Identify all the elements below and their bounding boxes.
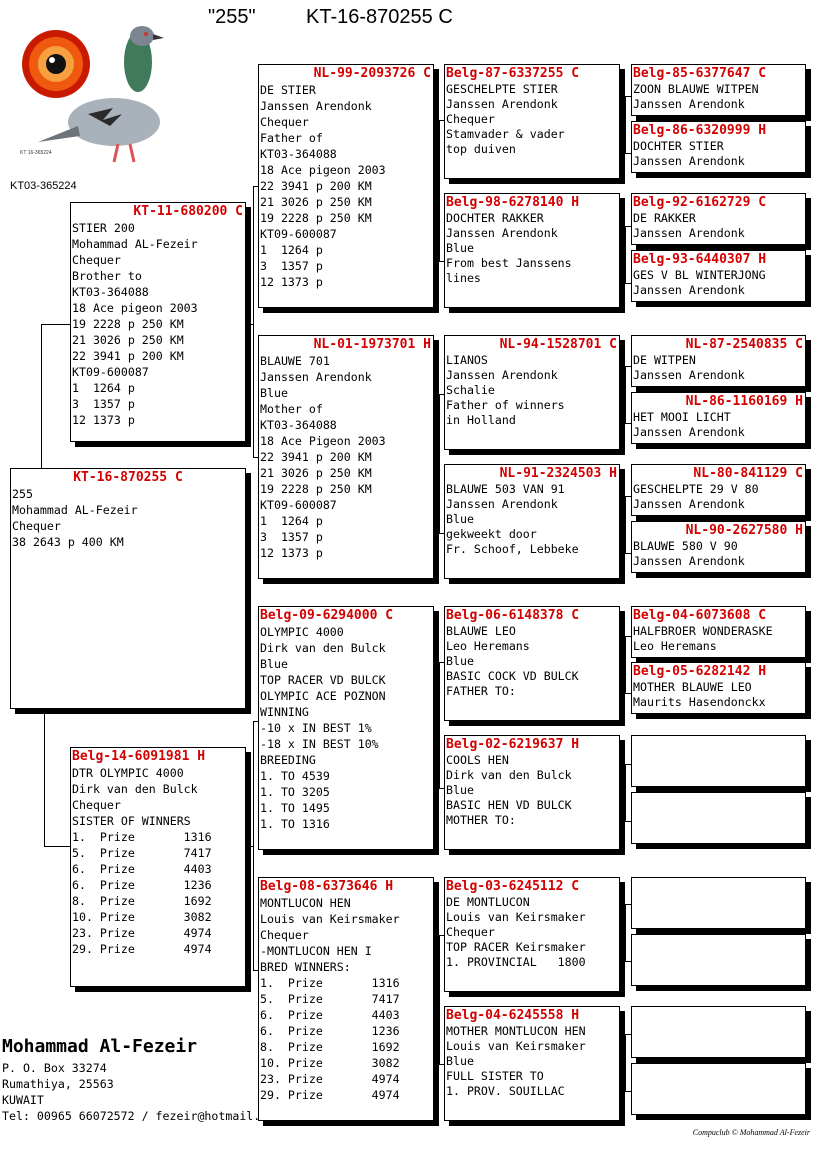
sire-line: KT03-364088 xyxy=(72,285,149,299)
great-grandparent-ring-number: Belg-04-6245558 H xyxy=(446,1008,580,1023)
great-grandparent-ring-number: NL-94-1528701 C xyxy=(499,337,617,352)
grandparent-ring-number: NL-01-1973701 H xyxy=(313,337,431,352)
ancestor-box-empty[interactable] xyxy=(631,1006,806,1058)
great-grandparent-line: Stamvader & vader xyxy=(446,127,565,141)
grandparent-line: 8. Prize 1692 xyxy=(260,1040,400,1054)
great-grandparent-ring-number: NL-91-2324503 H xyxy=(499,466,617,481)
dam-line: 1. Prize 1316 xyxy=(72,830,212,844)
ancestor-line: DE WITPEN xyxy=(633,353,696,367)
grandparent-line: 22 3941 p 200 KM xyxy=(260,450,372,464)
grandparent-line: 22 3941 p 200 KM xyxy=(260,179,372,193)
ancestor-ring-number: NL-87-2540835 C xyxy=(685,337,803,352)
grandparent-line: 5. Prize 7417 xyxy=(260,992,400,1006)
ancestor-ring-number: NL-80-841129 C xyxy=(693,466,803,481)
grandparent-line: 19 2228 p 250 KM xyxy=(260,482,372,496)
great-grandparent-line: From best Janssens xyxy=(446,256,572,270)
ancestor-ring-number: Belg-05-6282142 H xyxy=(633,664,767,679)
grandparent-line: 21 3026 p 250 KM xyxy=(260,195,372,209)
ancestor-line: Leo Heremans xyxy=(633,639,717,653)
footer-credit: Compuclub © Mohammad Al-Fezeir xyxy=(692,1128,810,1137)
great-grandparent-line: Chequer xyxy=(446,112,495,126)
great-grandparent-line: Schalie xyxy=(446,383,495,397)
grandparent-box[interactable] xyxy=(258,877,434,1121)
grandparent-line: KT09-600087 xyxy=(260,227,337,241)
sire-line: Brother to xyxy=(72,269,142,283)
great-grandparent-line: in Holland xyxy=(446,413,516,427)
great-grandparent-line: BASIC COCK VD BULCK xyxy=(446,669,579,683)
grandparent-line: 6. Prize 4403 xyxy=(260,1008,400,1022)
great-grandparent-line: 1. PROVINCIAL 1800 xyxy=(446,955,586,969)
great-grandparent-line: Dirk van den Bulck xyxy=(446,768,572,782)
ancestor-line: Janssen Arendonk xyxy=(633,283,745,297)
great-grandparent-line: Louis van Keirsmaker xyxy=(446,910,586,924)
owner-name: Mohammad Al-Fezeir xyxy=(2,1036,198,1057)
subject-ring-number: KT-16-870255 C xyxy=(73,470,183,485)
grandparent-line: OLYMPIC ACE POZNON xyxy=(260,689,386,703)
sire-line: Mohammad AL-Fezeir xyxy=(72,237,198,251)
ancestor-line: Janssen Arendonk xyxy=(633,226,745,240)
ancestor-line: Janssen Arendonk xyxy=(633,154,745,168)
great-grandparent-box[interactable] xyxy=(444,193,620,308)
grandparent-line: 19 2228 p 250 KM xyxy=(260,211,372,225)
grandparent-line: 1. TO 1495 xyxy=(260,801,330,815)
ancestor-box[interactable] xyxy=(631,392,806,444)
great-grandparent-line: TOP RACER Keirsmaker xyxy=(446,940,586,954)
great-grandparent-line: DE MONTLUCON xyxy=(446,895,530,909)
ancestor-box[interactable] xyxy=(631,606,806,658)
ancestor-line: Janssen Arendonk xyxy=(633,554,745,568)
great-grandparent-line: Blue xyxy=(446,783,474,797)
ancestor-box[interactable] xyxy=(631,250,806,302)
dam-line: 6. Prize 1236 xyxy=(72,878,212,892)
grandparent-line: 29. Prize 4974 xyxy=(260,1088,400,1102)
grandparent-line: Dirk van den Bulck xyxy=(260,641,386,655)
grandparent-line: 1. TO 3205 xyxy=(260,785,330,799)
ancestor-line: BLAUWE 580 V 90 xyxy=(633,539,738,553)
sire-line: 3 1357 p xyxy=(72,397,135,411)
great-grandparent-line: Blue xyxy=(446,241,474,255)
subject-line: Mohammad AL-Fezeir xyxy=(12,503,138,517)
connector-line xyxy=(41,324,71,325)
ancestor-ring-number: Belg-93-6440307 H xyxy=(633,252,767,267)
grandparent-ring-number: Belg-09-6294000 C xyxy=(260,608,394,623)
grandparent-line: KT03-364088 xyxy=(260,418,337,432)
ancestor-line: MOTHER BLAUWE LEO xyxy=(633,680,752,694)
great-grandparent-line: Fr. Schoof, Lebbeke xyxy=(446,542,579,556)
great-grandparent-line: Blue xyxy=(446,1054,474,1068)
dam-line: 10. Prize 3082 xyxy=(72,910,212,924)
sire-line: 12 1373 p xyxy=(72,413,135,427)
ancestor-box-empty[interactable] xyxy=(631,934,806,986)
ancestor-box-empty[interactable] xyxy=(631,792,806,844)
sire-line: 19 2228 p 250 KM xyxy=(72,317,184,331)
dam-line: 23. Prize 4974 xyxy=(72,926,212,940)
ancestor-ring-number: NL-86-1160169 H xyxy=(685,394,803,409)
grandparent-line: WINNING xyxy=(260,705,309,719)
great-grandparent-box[interactable] xyxy=(444,735,620,850)
ancestor-line: HET MOOI LICHT xyxy=(633,410,731,424)
owner-address-line: KUWAIT xyxy=(2,1093,44,1107)
great-grandparent-line: Father of winners xyxy=(446,398,565,412)
sire-box[interactable] xyxy=(70,202,246,442)
grandparent-ring-number: Belg-08-6373646 H xyxy=(260,879,394,894)
ancestor-box[interactable] xyxy=(631,521,806,573)
grandparent-line: BLAUWE 701 xyxy=(260,354,330,368)
grandparent-line: BRED WINNERS: xyxy=(260,960,351,974)
ancestor-box[interactable] xyxy=(631,193,806,245)
great-grandparent-line: Blue xyxy=(446,654,474,668)
great-grandparent-ring-number: Belg-03-6245112 C xyxy=(446,879,580,894)
ancestor-line: Maurits Hasendonckx xyxy=(633,695,766,709)
great-grandparent-line: Chequer xyxy=(446,925,495,939)
pigeon-ring-title: KT-16-870255 C xyxy=(306,6,453,28)
grandparent-line: TOP RACER VD BULCK xyxy=(260,673,386,687)
ancestor-box[interactable] xyxy=(631,464,806,516)
sire-line: 1 1264 p xyxy=(72,381,135,395)
ancestor-box-empty[interactable] xyxy=(631,735,806,787)
great-grandparent-line: COOLS HEN xyxy=(446,753,509,767)
great-grandparent-box[interactable] xyxy=(444,1006,620,1121)
connector-line xyxy=(44,709,45,846)
grandparent-line: 21 3026 p 250 KM xyxy=(260,466,372,480)
dam-line: 29. Prize 4974 xyxy=(72,942,212,956)
grandparent-line: Blue xyxy=(260,657,288,671)
grandparent-line: Janssen Arendonk xyxy=(260,99,372,113)
grandparent-line: 1. Prize 1316 xyxy=(260,976,400,990)
ancestor-ring-number: Belg-85-6377647 C xyxy=(633,66,767,81)
dam-line: DTR OLYMPIC 4000 xyxy=(72,766,184,780)
grandparent-line: 1. TO 1316 xyxy=(260,817,330,831)
grandparent-line: 1 1264 p xyxy=(260,514,323,528)
great-grandparent-line: 1. PROV. SOUILLAC xyxy=(446,1084,565,1098)
connector-line xyxy=(41,324,42,469)
grandparent-line: KT03-364088 xyxy=(260,147,337,161)
connector-line xyxy=(44,846,71,847)
grandparent-line: KT09-600087 xyxy=(260,498,337,512)
great-grandparent-line: FULL SISTER TO xyxy=(446,1069,544,1083)
ancestor-box[interactable] xyxy=(631,662,806,714)
sire-line: 22 3941 p 200 KM xyxy=(72,349,184,363)
ancestor-ring-number: Belg-92-6162729 C xyxy=(633,195,767,210)
great-grandparent-box[interactable] xyxy=(444,64,620,179)
subject-line: 255 xyxy=(12,487,33,501)
great-grandparent-ring-number: Belg-87-6337255 C xyxy=(446,66,580,81)
sire-ring-number: KT-11-680200 C xyxy=(133,204,243,219)
grandparent-line: OLYMPIC 4000 xyxy=(260,625,344,639)
subject-line: 38 2643 p 400 KM xyxy=(12,535,124,549)
grandparent-line: 1 1264 p xyxy=(260,243,323,257)
grandparent-line: Louis van Keirsmaker xyxy=(260,912,400,926)
great-grandparent-line: DOCHTER RAKKER xyxy=(446,211,544,225)
grandparent-line: 6. Prize 1236 xyxy=(260,1024,400,1038)
great-grandparent-line: LIANOS xyxy=(446,353,488,367)
sire-line: Chequer xyxy=(72,253,121,267)
grandparent-box[interactable] xyxy=(258,606,434,850)
sire-line: 21 3026 p 250 KM xyxy=(72,333,184,347)
dam-ring-number: Belg-14-6091981 H xyxy=(72,749,206,764)
grandparent-box[interactable] xyxy=(258,64,434,308)
ancestor-box[interactable] xyxy=(631,121,806,173)
grandparent-line: -MONTLUCON HEN I xyxy=(260,944,372,958)
owner-contact-line: Tel: 00965 66072572 / fezeir@hotmail. xyxy=(2,1109,261,1123)
grandparent-line: Father of xyxy=(260,131,323,145)
pigeon-photo xyxy=(18,14,168,166)
grandparent-line: 10. Prize 3082 xyxy=(260,1056,400,1070)
owner-address-line: P. O. Box 33274 xyxy=(2,1061,107,1075)
ancestor-line: Janssen Arendonk xyxy=(633,97,745,111)
grandparent-line: -10 x IN BEST 1% xyxy=(260,721,372,735)
great-grandparent-line: Janssen Arendonk xyxy=(446,497,558,511)
grandparent-box[interactable] xyxy=(258,335,434,579)
dam-line: 5. Prize 7417 xyxy=(72,846,212,860)
photo-caption: KT03-365224 xyxy=(10,180,77,192)
great-grandparent-line: lines xyxy=(446,271,481,285)
sire-line: 18 Ace pigeon 2003 xyxy=(72,301,198,315)
grandparent-line: 23. Prize 4974 xyxy=(260,1072,400,1086)
grandparent-line: 1. TO 4539 xyxy=(260,769,330,783)
grandparent-line: MONTLUCON HEN xyxy=(260,896,351,910)
subject-line: Chequer xyxy=(12,519,61,533)
grandparent-line: 12 1373 p xyxy=(260,546,323,560)
great-grandparent-line: FATHER TO: xyxy=(446,684,516,698)
grandparent-line: 3 1357 p xyxy=(260,259,323,273)
great-grandparent-box[interactable] xyxy=(444,335,620,450)
great-grandparent-ring-number: Belg-06-6148378 C xyxy=(446,608,580,623)
great-grandparent-line: Janssen Arendonk xyxy=(446,226,558,240)
dam-line: 6. Prize 4403 xyxy=(72,862,212,876)
grandparent-line: Blue xyxy=(260,386,288,400)
owner-address-line: Rumathiya, 25563 xyxy=(2,1077,114,1091)
great-grandparent-ring-number: Belg-02-6219637 H xyxy=(446,737,580,752)
grandparent-line: Janssen Arendonk xyxy=(260,370,372,384)
grandparent-line: 3 1357 p xyxy=(260,530,323,544)
dam-line: Dirk van den Bulck xyxy=(72,782,198,796)
sire-line: STIER 200 xyxy=(72,221,135,235)
dam-box[interactable] xyxy=(70,747,246,987)
great-grandparent-line: top duiven xyxy=(446,142,516,156)
grandparent-line: DE STIER xyxy=(260,83,316,97)
ancestor-line: Janssen Arendonk xyxy=(633,368,745,382)
great-grandparent-line: GESCHELPTE STIER xyxy=(446,82,558,96)
ancestor-line: GESCHELPTE 29 V 80 xyxy=(633,482,759,496)
great-grandparent-ring-number: Belg-98-6278140 H xyxy=(446,195,580,210)
ancestor-line: Janssen Arendonk xyxy=(633,497,745,511)
eye-image xyxy=(22,30,90,98)
ancestor-line: GES V BL WINTERJONG xyxy=(633,268,766,282)
great-grandparent-box[interactable] xyxy=(444,877,620,992)
great-grandparent-line: Louis van Keirsmaker xyxy=(446,1039,586,1053)
ancestor-box[interactable] xyxy=(631,64,806,116)
grandparent-line: 12 1373 p xyxy=(260,275,323,289)
great-grandparent-line: BLAUWE 503 VAN 91 xyxy=(446,482,565,496)
grandparent-line: Chequer xyxy=(260,928,309,942)
pigeon-name-title: "255" xyxy=(208,6,256,28)
great-grandparent-box[interactable] xyxy=(444,464,620,579)
subject-pigeon-box[interactable] xyxy=(10,468,246,709)
ancestor-ring-number: Belg-86-6320999 H xyxy=(633,123,767,138)
ancestor-line: HALFBROER WONDERASKE xyxy=(633,624,773,638)
grandparent-line: Mother of xyxy=(260,402,323,416)
ancestor-line: ZOON BLAUWE WITPEN xyxy=(633,82,759,96)
grandparent-line: BREEDING xyxy=(260,753,316,767)
great-grandparent-line: Janssen Arendonk xyxy=(446,97,558,111)
ancestor-line: Janssen Arendonk xyxy=(633,425,745,439)
ancestor-ring-number: NL-90-2627580 H xyxy=(685,523,803,538)
great-grandparent-line: Blue xyxy=(446,512,474,526)
great-grandparent-line: gekweekt door xyxy=(446,527,537,541)
ancestor-box-empty[interactable] xyxy=(631,877,806,929)
dam-line: SISTER OF WINNERS xyxy=(72,814,191,828)
photo-small-label: KT 16-365224 xyxy=(20,150,52,156)
sire-line: KT09-600087 xyxy=(72,365,149,379)
great-grandparent-line: Janssen Arendonk xyxy=(446,368,558,382)
great-grandparent-line: BASIC HEN VD BULCK xyxy=(446,798,572,812)
ancestor-line: DE RAKKER xyxy=(633,211,696,225)
grandparent-line: Chequer xyxy=(260,115,309,129)
ancestor-ring-number: Belg-04-6073608 C xyxy=(633,608,767,623)
ancestor-box-empty[interactable] xyxy=(631,1063,806,1115)
great-grandparent-line: MOTHER TO: xyxy=(446,813,516,827)
great-grandparent-line: BLAUWE LEO xyxy=(446,624,516,638)
dam-line: 8. Prize 1692 xyxy=(72,894,212,908)
great-grandparent-box[interactable] xyxy=(444,606,620,721)
grandparent-ring-number: NL-99-2093726 C xyxy=(313,66,431,81)
ancestor-line: DOCHTER STIER xyxy=(633,139,724,153)
dam-line: Chequer xyxy=(72,798,121,812)
grandparent-line: -18 x IN BEST 10% xyxy=(260,737,379,751)
great-grandparent-line: Leo Heremans xyxy=(446,639,530,653)
great-grandparent-line: MOTHER MONTLUCON HEN xyxy=(446,1024,586,1038)
grandparent-line: 18 Ace Pigeon 2003 xyxy=(260,434,386,448)
grandparent-line: 18 Ace pigeon 2003 xyxy=(260,163,386,177)
ancestor-box[interactable] xyxy=(631,335,806,387)
